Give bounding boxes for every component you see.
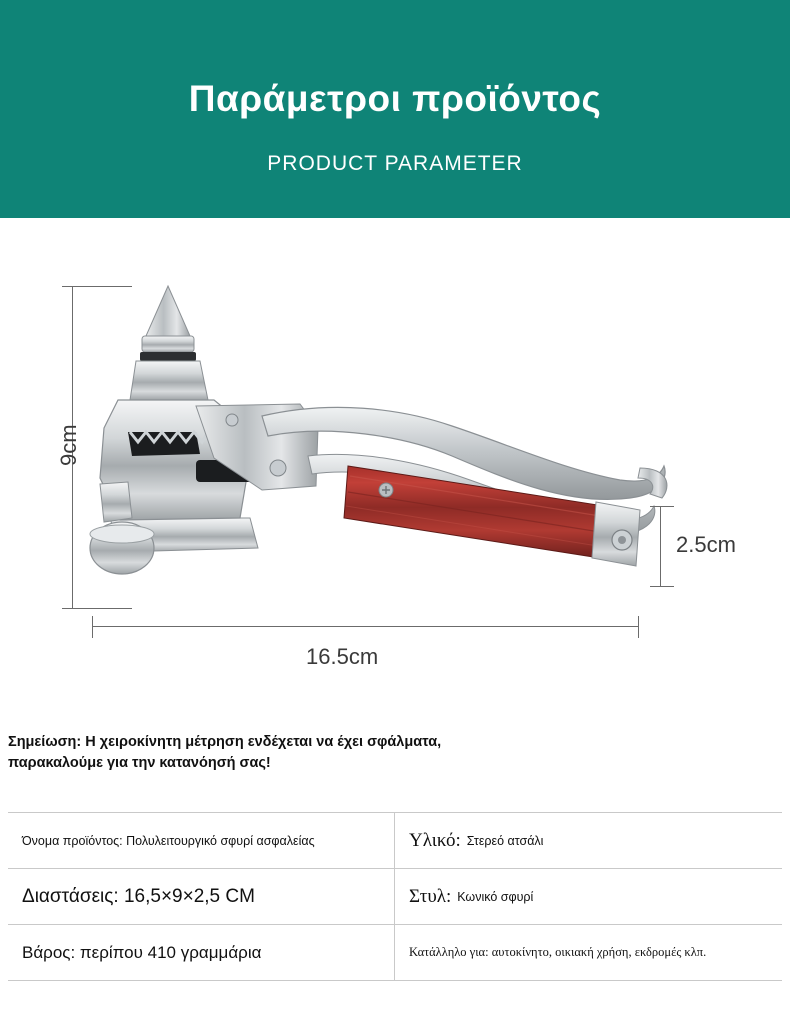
depth-dimension-line	[660, 506, 661, 586]
depth-tick-top	[650, 506, 674, 507]
length-tick-left	[92, 616, 93, 638]
page-title: Παράμετροι προϊόντος	[188, 78, 602, 119]
spec-key-dimensions: Διαστάσεις: 16,5×9×2,5 CM	[22, 885, 255, 907]
spec-key-weight: Βάρος: περίπου 410 γραμμάρια	[22, 942, 262, 962]
spec-cell-suitable-for	[395, 925, 782, 980]
table-row	[8, 813, 782, 869]
page-subtitle: PRODUCT PARAMETER	[267, 152, 523, 175]
height-tick-top	[62, 286, 132, 287]
spec-key-product-name: Όνομα προϊόντος: Πολυλειτουργικό σφυρί ασφαλείας	[22, 833, 315, 848]
spec-cell-product-name	[8, 813, 395, 868]
product-figure	[0, 218, 790, 718]
spec-key-material: Υλικό:	[409, 829, 461, 851]
spec-cell-dimensions	[8, 869, 395, 924]
measurement-note-line-2: παρακαλούμε για την κατανόησή σας!	[8, 755, 271, 771]
height-tick-bottom	[62, 608, 132, 609]
length-dimension-label: 16.5cm	[306, 644, 379, 669]
spec-key-suitable-for: Κατάλληλο για: αυτοκίνητο, οικιακή χρήση, εκδρομές κλπ.	[409, 945, 707, 959]
spec-key-style: Στυλ:	[409, 885, 452, 907]
spec-cell-style	[395, 869, 782, 924]
spec-value-material: Στερεό ατσάλι	[466, 833, 544, 848]
spec-table	[8, 812, 782, 981]
measurement-note	[8, 732, 708, 774]
spec-value-style: Κωνικό σφυρί	[457, 889, 534, 904]
table-row	[8, 925, 782, 981]
depth-tick-bottom	[650, 586, 674, 587]
height-dimension-label: 9cm	[56, 424, 81, 466]
measurement-note-line-1: Σημείωση: Η χειροκίνητη μέτρηση ενδέχεται να έχει σφάλματα,	[8, 734, 442, 750]
hammer-illustration	[0, 218, 790, 718]
spec-cell-material	[395, 813, 782, 868]
length-tick-right	[638, 616, 639, 638]
spec-cell-weight	[8, 925, 395, 980]
header-banner	[0, 0, 790, 218]
depth-dimension-label: 2.5cm	[676, 532, 736, 557]
table-row	[8, 869, 782, 925]
length-dimension-line	[92, 626, 638, 627]
